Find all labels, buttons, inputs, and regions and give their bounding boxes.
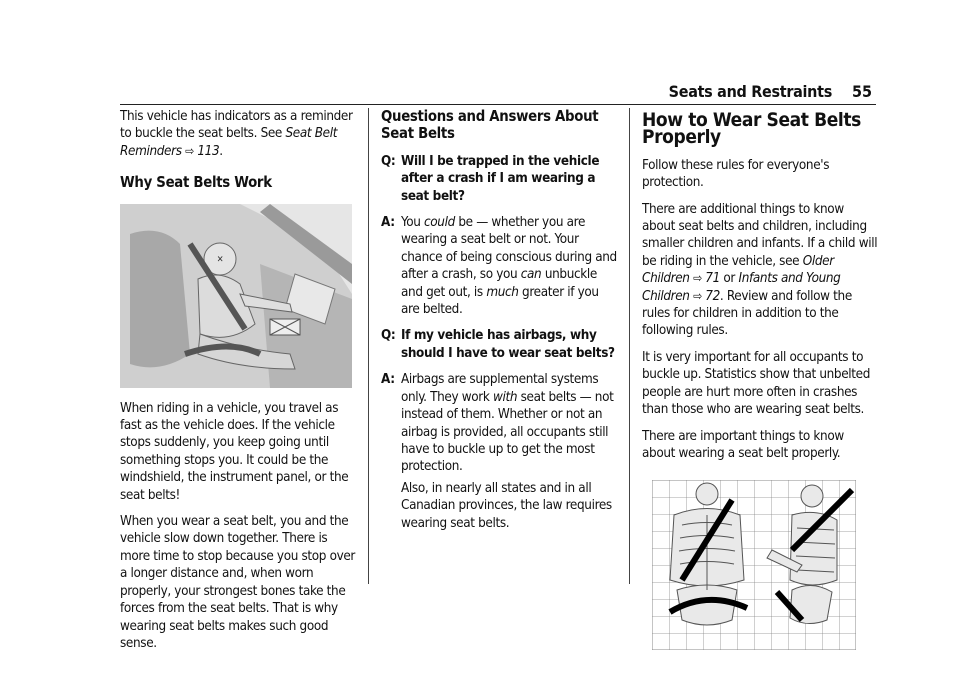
column-3	[642, 108, 878, 650]
page-ref-72[interactable]: 72	[705, 288, 720, 304]
column-divider-2	[629, 108, 630, 584]
why-heading: Why Seat Belts Work	[120, 174, 272, 192]
statistics-paragraph: It is very important for all occupants to buckle up. Statistics show that unbelted people are hurt more often in crashes than those who are wearing seat belts.	[642, 349, 871, 418]
column-divider-1	[368, 108, 369, 584]
question-2: Q: If my vehicle has airbags, why should I have to wear seat belts?	[381, 328, 615, 361]
header-rule	[120, 104, 876, 105]
svg-text:✕: ✕	[216, 254, 224, 265]
page-number: 55	[851, 82, 872, 101]
answer-1: A: You could be — whether you are wearing a seat belt or not. Your chance of being conscious during and after a crash, so you can unbuckle and get out, is much greater if you are belted.	[381, 215, 617, 318]
answer-2: A: Airbags are supplemental systems only. They work with seat belts — not instead of them. Whether or not an airbag is provided, all occupants still have to buckle up to get the most protection.	[381, 372, 614, 475]
rules-paragraph: Follow these rules for everyone's protection.	[642, 157, 830, 191]
seat-belt-reminders-link[interactable]: Seat Belt Reminders	[120, 126, 338, 159]
column-1	[120, 108, 356, 661]
body-paragraph-1: When riding in a vehicle, you travel as fast as the vehicle does. If the vehicle stops suddenly, you keep going until something stops you. It could be the windshield, the instrument panel, or the seat belts!	[120, 400, 349, 503]
law-note: Also, in nearly all states and in all Canadian provinces, the law requires wearing seat belts.	[401, 480, 612, 531]
infants-link[interactable]: Infants and Young Children	[642, 271, 841, 304]
body-paragraph-2: When you wear a seat belt, you and the vehicle slow down together. There is more time to stop because you stop over a longer distance and, when worn properly, your strongest bones take the forces from the seat belts. That is why wearing seat belts makes such good sense.	[120, 514, 356, 651]
column-2	[381, 108, 617, 541]
section-title: Seats and Restraints	[668, 82, 832, 101]
crash-dummy-illustration	[120, 204, 352, 388]
qa-heading: Questions and Answers About Seat Belts	[381, 108, 599, 143]
page-ref-icon: ⇨	[185, 143, 194, 158]
page-ref[interactable]: 113	[197, 143, 220, 159]
page-ref-71[interactable]: 71	[705, 271, 720, 287]
question-1: Q: Will I be trapped in the vehicle after a crash if I am wearing a seat belt?	[381, 153, 600, 204]
intro-paragraph: This vehicle has indicators as a reminder to buckle the seat belts. See Seat Belt Reminders ⇨ 113.	[120, 109, 353, 159]
page-header	[0, 82, 960, 102]
older-children-link[interactable]: Older Children	[642, 253, 834, 287]
important-paragraph: There are important things to know about wearing a seat belt properly.	[642, 428, 844, 461]
children-paragraph: There are additional things to know about seat belts and children, including smaller children and infants. If a child will be riding in the vehicle, see Older Children ⇨ 71 or Infants and Young Children ⇨ 72. Review and follow the rules for children in addition to the following rules.	[642, 201, 878, 339]
seat-belt-skeleton-illustration	[652, 480, 856, 650]
how-to-heading: How to Wear Seat Belts Properly	[642, 109, 861, 149]
